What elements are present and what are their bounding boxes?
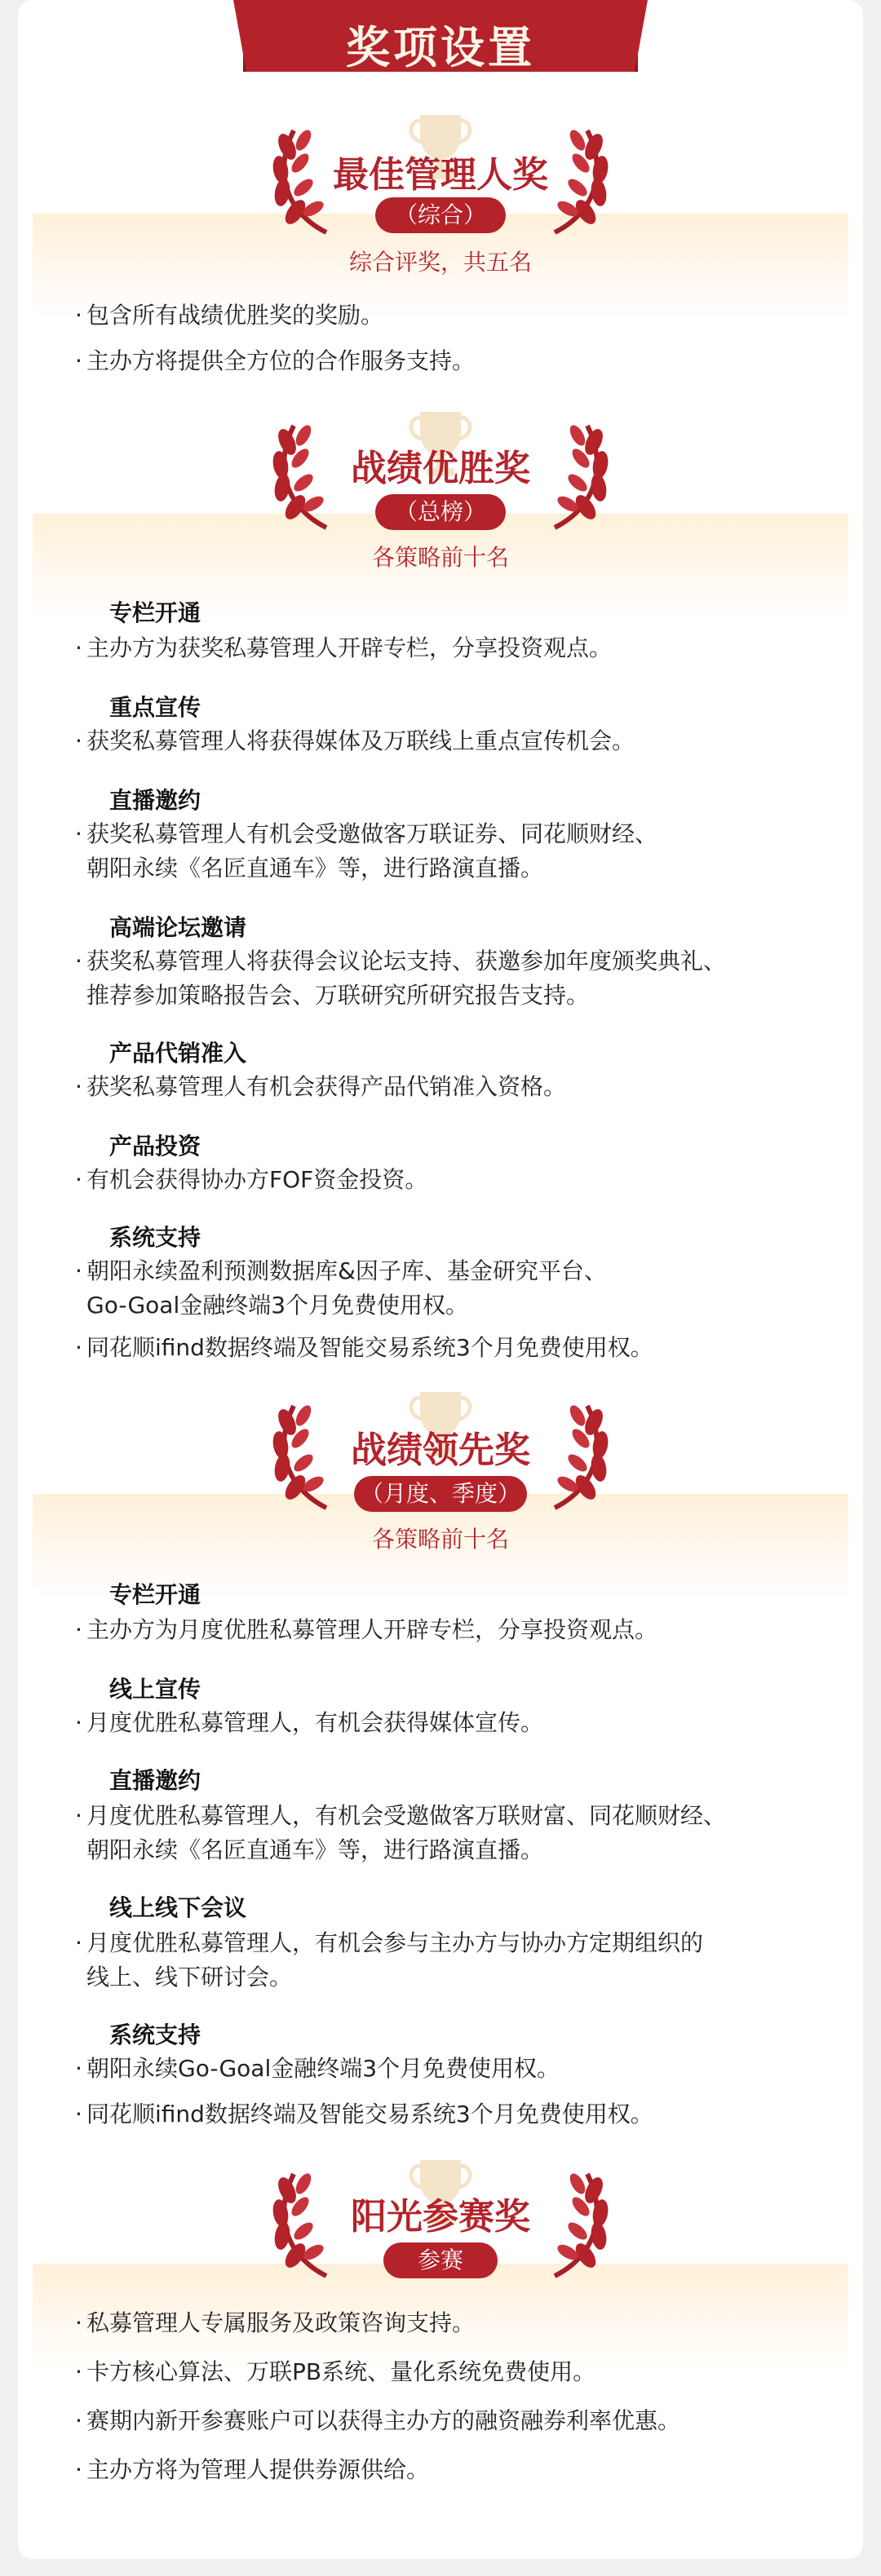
benefit-heading: 重点宣传 [109,694,201,721]
benefit-line: 线上、线下研讨会。 [86,1964,293,1991]
award-badge: 参赛 [383,2242,498,2278]
award-badge: （总榜） [375,494,506,530]
bullet-item: · 包含所有战绩优胜奖的奖励。 [75,302,384,329]
benefit-heading: 专栏开通 [109,1581,201,1608]
award-badge: （综合） [375,197,506,233]
benefit-heading: 直播邀约 [109,1767,201,1794]
benefit-heading: 产品投资 [109,1133,201,1160]
benefit-heading: 系统支持 [109,1224,201,1251]
award-title: 战绩优胜奖 [351,448,530,489]
award-summary: 各策略前十名 [371,544,509,571]
page-title: 奖项设置 [346,22,535,73]
benefit-heading: 高端论坛邀请 [109,914,247,941]
benefit-line: · 有机会获得协办方FOF资金投资。 [75,1166,428,1193]
benefit-line: · 月度优胜私募管理人，有机会获得媒体宣传。 [75,1709,544,1736]
benefit-line: · 获奖私募管理人有机会受邀做客万联证券、同花顺财经、 [75,820,658,847]
bullet-item: · 主办方将提供全方位的合作服务支持。 [75,347,476,374]
benefit-line: 推荐参加策略报告会、万联研究所研究报告支持。 [86,982,590,1009]
benefit-heading: 线上线下会议 [109,1894,247,1921]
award-title: 最佳管理人奖 [333,154,548,196]
benefit-heading: 产品代销准入 [109,1040,247,1067]
benefit-line: · 同花顺ifind数据终端及智能交易系统3个月免费使用权。 [75,1334,653,1361]
bullet-item: · 主办方将为管理人提供券源供给。 [75,2456,430,2483]
bullet-item: · 赛期内新开参赛账户可以获得主办方的融资融券利率优惠。 [75,2407,681,2434]
award-summary: 各策略前十名 [371,1526,509,1553]
benefit-line: · 月度优胜私募管理人，有机会受邀做客万联财富、同花顺财经、 [75,1802,727,1829]
benefit-line: Go-Goal金融终端3个月免费使用权。 [86,1292,469,1319]
benefit-line: · 获奖私募管理人将获得媒体及万联线上重点宣传机会。 [75,727,635,754]
award-badge: （月度、季度） [354,1476,527,1512]
award-title: 战绩领先奖 [351,1429,530,1471]
benefit-line: · 同花顺ifind数据终端及智能交易系统3个月免费使用权。 [75,2101,653,2128]
benefit-line: · 主办方为月度优胜私募管理人开辟专栏，分享投资观点。 [75,1616,658,1643]
benefit-line: · 朝阳永续盈利预测数据库&因子库、基金研究平台、 [75,1257,607,1284]
benefit-line: · 主办方为获奖私募管理人开辟专栏，分享投资观点。 [75,634,613,661]
bullet-item: · 私募管理人专属服务及政策咨询支持。 [75,2309,476,2336]
benefit-line: 朝阳永续《名匠直通车》等，进行路演直播。 [86,855,544,881]
benefit-heading: 系统支持 [109,2021,201,2048]
benefit-heading: 直播邀约 [109,787,201,814]
bullet-item: · 卡方核心算法、万联PB系统、量化系统免费使用。 [75,2358,596,2385]
award-title: 阳光参赛奖 [351,2196,530,2238]
benefit-line: · 获奖私募管理人将获得会议论坛支持、获邀参加年度颁奖典礼、 [75,948,727,974]
benefit-line: 朝阳永续《名匠直通车》等，进行路演直播。 [86,1836,544,1863]
benefit-line: · 获奖私募管理人有机会获得产品代销准入资格。 [75,1073,567,1100]
benefit-line: · 月度优胜私募管理人，有机会参与主办方与协办方定期组织的 [75,1929,704,1956]
benefit-line: · 朝阳永续Go-Goal金融终端3个月免费使用权。 [75,2055,560,2082]
benefit-heading: 专栏开通 [109,599,201,626]
award-summary: 综合评奖，共五名 [348,249,532,276]
benefit-heading: 线上宣传 [109,1676,201,1703]
